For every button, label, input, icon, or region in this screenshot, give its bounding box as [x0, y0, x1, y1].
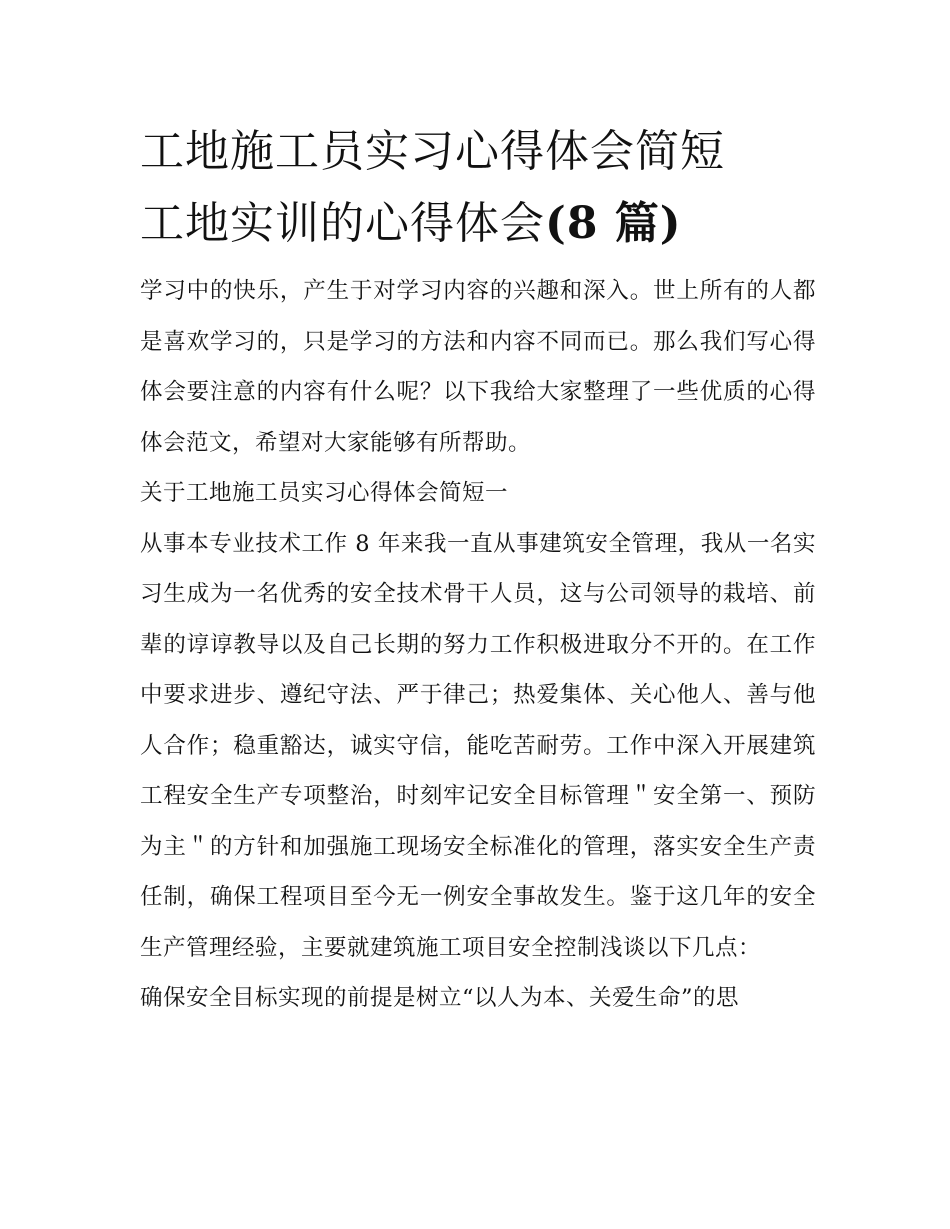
- document-body: [140, 116, 816, 1024]
- title-line-2-count: (8 篇): [545, 198, 682, 249]
- title-line-2-prefix: 工地实训的心得体会: [140, 198, 545, 249]
- section-heading: 关于工地施工员实习心得体会简短一: [140, 480, 509, 506]
- intro-paragraph: 学习中的快乐，产生于对学习内容的兴趣和深入。世上所有的人都是喜欢学习的，只是学习的方法和内容不同而已。那么我们写心得体会要注意的内容有什么呢？以下我给大家整理了一些优质的心得体会范文，希望对大家能够有所帮助。: [140, 278, 816, 456]
- title-line-1: 工地施工员实习心得体会简短: [140, 126, 725, 177]
- document-title: [140, 116, 816, 260]
- body-paragraph-continued: 确保安全目标实现的前提是树立“以人为本、关爱生命”的思: [140, 985, 740, 1011]
- body-paragraph: 从事本专业技术工作 8 年来我一直从事建筑安全管理，我从一名实习生成为一名优秀的安全技术骨干人员，这与公司领导的栽培、前辈的谆谆教导以及自己长期的努力工作积极进取分不开的。在工作中要求进步、遵纪守法、严于律己；热爱集体、关心他人、善与他人合作；稳重豁达，诚实守信，能吃苦耐劳。工作中深入开展建筑工程安全生产专项整治，时刻牢记安全目标管理＂安全第一、预防为主＂的方针和加强施工现场安全标准化的管理，落实安全生产责任制，确保工程项目至今无一例安全事故发生。鉴于这几年的安全生产管理经验，主要就建筑施工项目安全控制浅谈以下几点：: [140, 530, 816, 961]
